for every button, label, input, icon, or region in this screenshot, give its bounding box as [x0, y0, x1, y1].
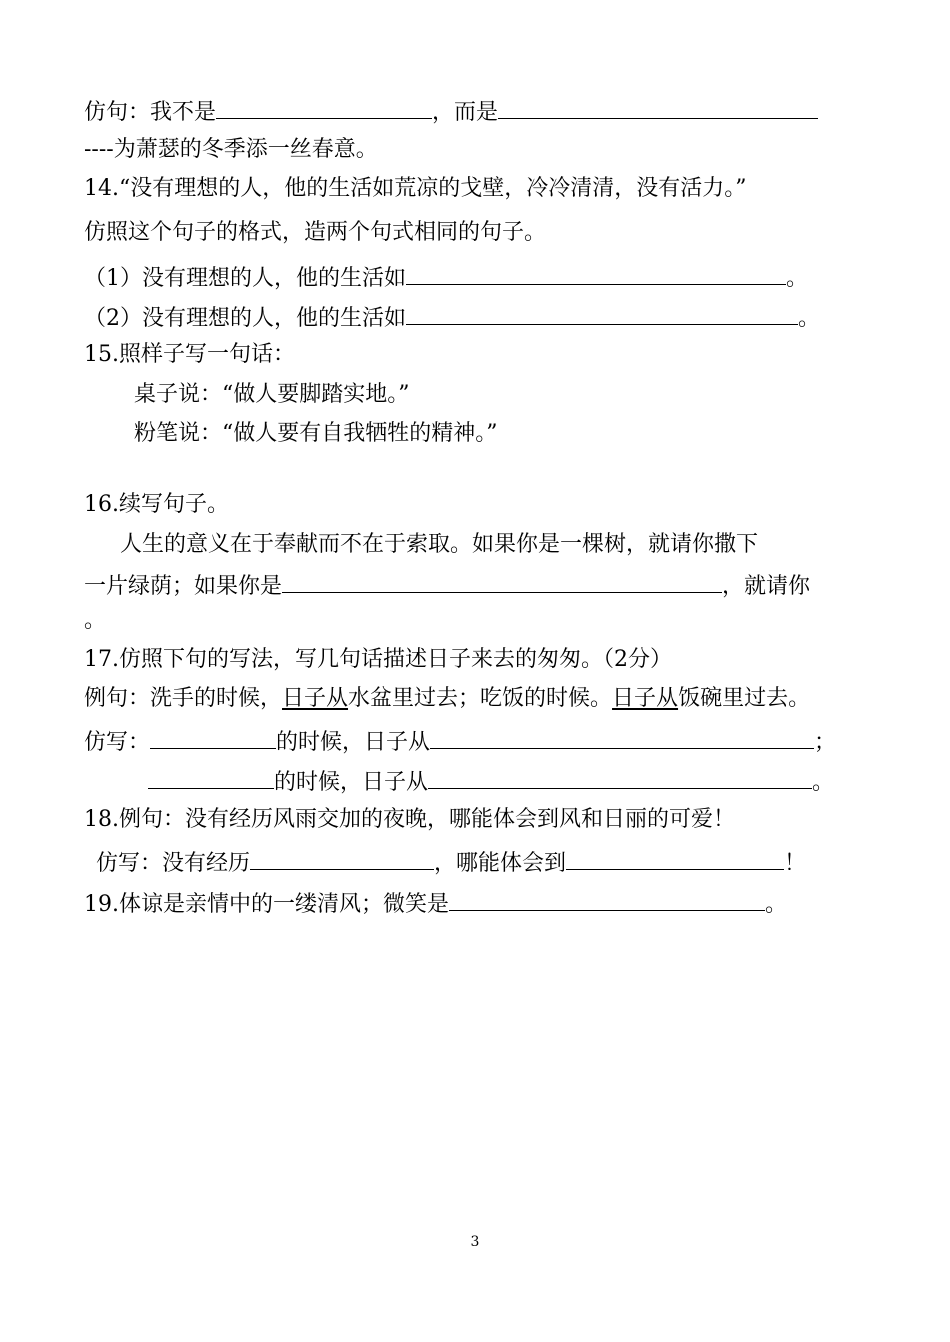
question-14-item-1	[84, 258, 890, 292]
page-number: 3	[470, 1234, 480, 1250]
question-15: 15.照样子写一句话：	[84, 342, 295, 367]
question-14: 14.“没有理想的人，他的生活如荒凉的戈壁，冷冷清清，没有活力。”	[84, 176, 747, 201]
imitation-line-2: ----为萧瑟的冬季添一丝春意。	[84, 137, 378, 162]
answer-blank[interactable]	[216, 92, 432, 119]
question-14-instruction: 仿照这个句子的格式，造两个句式相同的句子。	[84, 220, 547, 245]
text: 。	[765, 892, 788, 917]
text: （1）没有理想的人，他的生活如	[84, 266, 406, 291]
answer-blank[interactable]	[566, 843, 784, 870]
question-17: 17.仿照下句的写法，写几句话描述日子来去的匆匆。（2分）	[84, 647, 672, 672]
question-18-imitation	[96, 843, 890, 877]
question-16-end: 。	[84, 608, 107, 633]
text: ，而是	[432, 100, 499, 125]
text: 一片绿荫；如果你是	[84, 574, 283, 599]
underlined-text: 日子从	[612, 686, 679, 711]
text: ！	[784, 851, 807, 876]
question-18: 18.例句：没有经历风雨交加的夜晚，哪能体会到风和日丽的可爱！	[84, 807, 735, 832]
text: 仿写：没有经历	[96, 851, 251, 876]
answer-blank[interactable]	[430, 722, 814, 749]
answer-blank[interactable]	[449, 884, 765, 911]
text: 例句：洗手的时候，	[84, 686, 283, 711]
question-14-item-2	[84, 298, 890, 332]
text: ；	[814, 730, 837, 755]
text: 仿写：	[84, 730, 151, 755]
text: （2）没有理想的人，他的生活如	[84, 306, 406, 331]
answer-blank[interactable]	[282, 566, 722, 593]
underlined-text: 日子从	[282, 686, 349, 711]
question-17-example	[84, 682, 890, 716]
answer-blank[interactable]	[406, 298, 798, 325]
text: 仿句：我不是	[84, 100, 217, 125]
text: ，哪能体会到	[434, 851, 567, 876]
example-chalk: 粉笔说：“做人要有自我牺牲的精神。”	[134, 421, 498, 446]
answer-blank[interactable]	[150, 722, 276, 749]
question-16: 16.续写句子。	[84, 492, 229, 517]
question-19	[84, 884, 890, 918]
question-17-imitation-1	[84, 722, 890, 756]
question-16-text: 人生的意义在于奉献而不在于索取。如果你是一棵树，就请你撒下	[120, 532, 759, 557]
text: 。	[798, 306, 821, 331]
imitation-line-1	[84, 92, 890, 126]
text: 。	[812, 770, 835, 795]
answer-blank[interactable]	[428, 762, 812, 789]
answer-blank[interactable]	[250, 843, 434, 870]
question-17-imitation-2	[148, 762, 890, 796]
text: 的时候，日子从	[276, 730, 431, 755]
text: ，就请你	[722, 574, 811, 599]
answer-blank[interactable]	[498, 92, 818, 119]
question-16-fill	[84, 566, 890, 600]
text: 19.体谅是亲情中的一缕清风；微笑是	[84, 892, 449, 917]
text: 饭碗里过去。	[678, 686, 811, 711]
text: 的时候，日子从	[274, 770, 429, 795]
answer-blank[interactable]	[406, 258, 786, 285]
answer-blank[interactable]	[148, 762, 274, 789]
example-desk: 桌子说：“做人要脚踏实地。”	[134, 382, 410, 407]
text: 。	[786, 266, 809, 291]
text: 水盆里过去；吃饭的时候。	[348, 686, 613, 711]
